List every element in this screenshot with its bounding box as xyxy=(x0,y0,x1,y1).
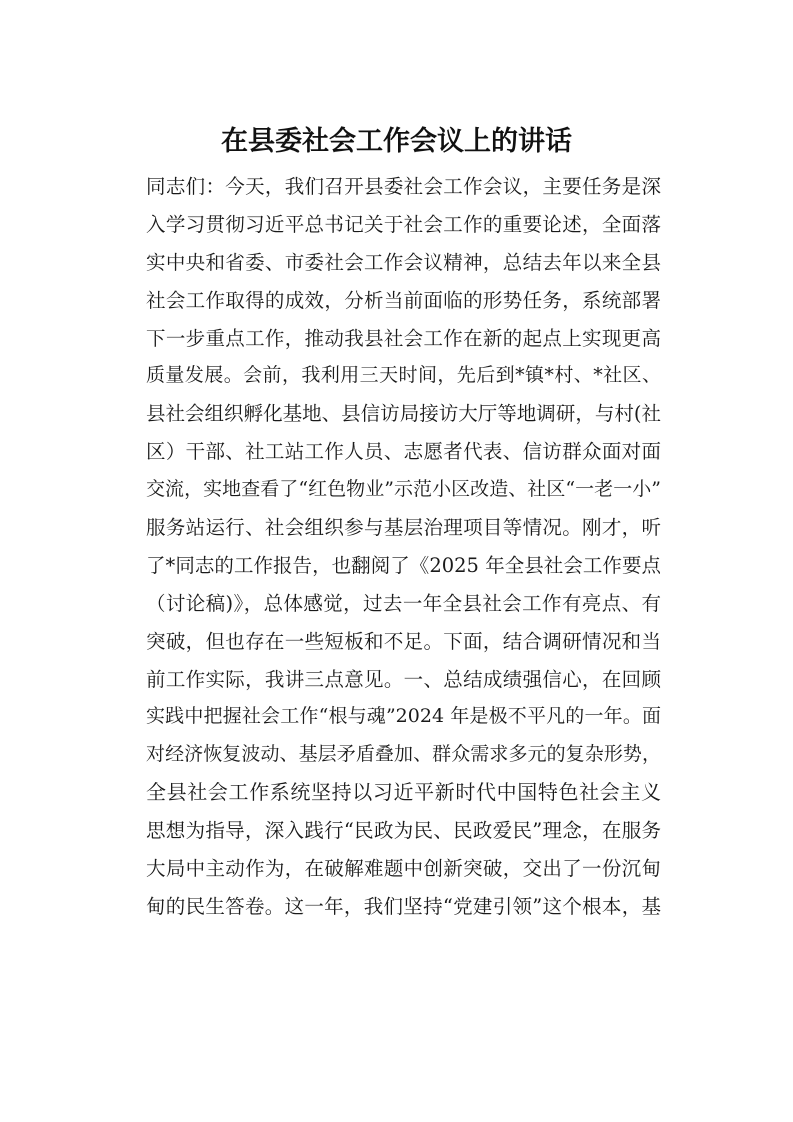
body-line: 思想为指导，深入践行“民政为民、民政爱民”理念，在服务 xyxy=(146,819,661,843)
body-line: 区）干部、社工站工作人员、志愿者代表、信访群众面对面 xyxy=(146,440,661,464)
body-line: 质量发展。会前，我利用三天时间，先后到*镇*村、*社区、 xyxy=(146,364,661,387)
body-line: （讨论稿)》，总体感觉，过去一年全县社会工作有亮点、有 xyxy=(146,591,661,615)
body-line: 社会工作取得的成效，分析当前面临的形势任务，系统部署 xyxy=(146,288,661,312)
body-line: 下一步重点工作，推动我县社会工作在新的起点上实现更高 xyxy=(146,326,661,350)
body-line: 大局中主动作为，在破解难题中创新突破，交出了一份沉甸 xyxy=(146,857,661,881)
body-line: 服务站运行、社会组织参与基层治理项目等情况。刚才，听 xyxy=(146,516,661,540)
body-line: 了*同志的工作报告，也翻阅了《2025 年全县社会工作要点 xyxy=(146,553,661,577)
body-line: 对经济恢复波动、基层矛盾叠加、群众需求多元的复杂形势， xyxy=(146,743,661,766)
body-line: 实践中把握社会工作“根与魂”2024 年是极不平凡的一年。面 xyxy=(146,705,661,728)
document-body xyxy=(146,168,661,926)
body-line: 实中央和省委、市委社会工作会议精神，总结去年以来全县 xyxy=(146,250,661,274)
body-line: 突破，但也存在一些短板和不足。下面，结合调研情况和当 xyxy=(146,629,661,653)
body-line: 甸的民生答卷。这一年，我们坚持“党建引领”这个根本，基 xyxy=(146,894,661,918)
body-line: 县社会组织孵化基地、县信访局接访大厅等地调研，与村(社 xyxy=(146,402,661,426)
body-line: 交流，实地查看了“红色物业”示范小区改造、社区“一老一小” xyxy=(146,478,661,501)
body-line: 入学习贯彻习近平总书记关于社会工作的重要论述，全面落 xyxy=(146,212,661,236)
body-line: 全县社会工作系统坚持以习近平新时代中国特色社会主义 xyxy=(146,780,661,805)
body-line: 前工作实际，我讲三点意见。一、总结成绩强信心，在回顾 xyxy=(146,667,661,691)
document-title: 在县委社会工作会议上的讲话 xyxy=(221,126,572,157)
body-line: 同志们：今天，我们召开县委社会工作会议，主要任务是深 xyxy=(146,175,661,198)
